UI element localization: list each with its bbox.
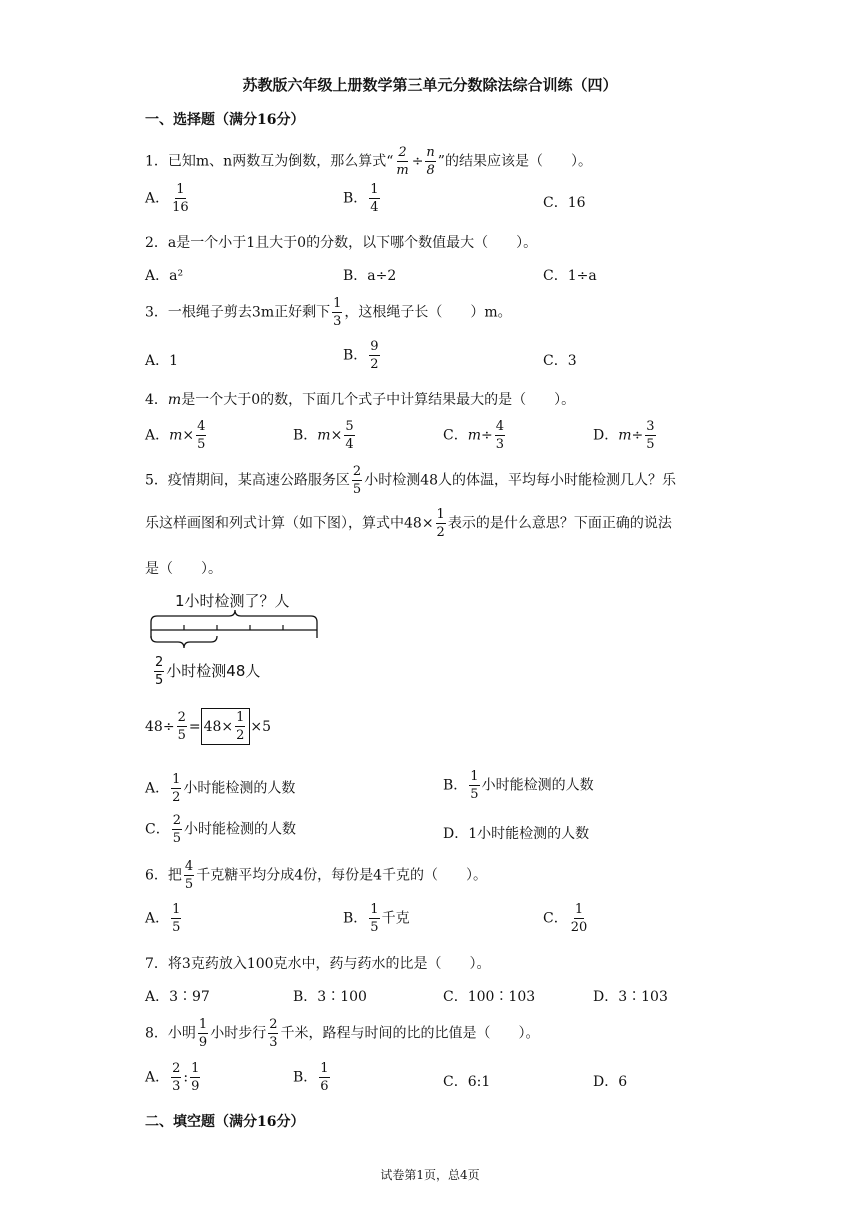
q4-option-c: C．m÷ $\frac{4}{3}$ <box>443 419 505 452</box>
q4-option-d: D．m÷ $\frac{3}{5}$ <box>593 419 655 452</box>
question-1: 1．已知m、n两数互为倒数，那么算式“ $\frac{2}{m}$ ÷ $\frac{n}{8}$ ”的结果应该是（ ）。 <box>145 145 592 178</box>
diagram-bottom-label: $\frac{2}{5}$ 小时检测48人 <box>155 655 261 688</box>
segment-diagram <box>145 608 325 658</box>
q6-option-c: C． $\frac{1}{20}$ <box>543 902 588 935</box>
boxed-expression: 48× $\frac{1}{2}$ <box>201 708 251 745</box>
q8-option-c: C．6:1 <box>443 1074 491 1090</box>
q1-option-a: A． $\frac{1}{16}$ <box>145 182 189 215</box>
q5-option-d: D．1小时能检测的人数 <box>443 826 590 842</box>
question-6: 6．把 $\frac{4}{5}$ 千克糖平均分成4份，每份是4千克的（ ）。 <box>145 859 488 892</box>
page-footer: 试卷第1页，总4页 <box>380 1168 480 1182</box>
q3-option-c: C．3 <box>543 353 577 369</box>
q5-option-b: B． $\frac{1}{5}$ 小时能检测的人数 <box>443 769 594 802</box>
question-5-line-2: 乐这样画图和列式计算（如下图），算式中48× $\frac{1}{2}$ 表示的是什么意思？下面正确的说法 <box>145 507 672 540</box>
q3-option-a: A．1 <box>145 353 179 369</box>
question-2: 2．a是一个小于1且大于0的分数，以下哪个数值最大（ ）。 <box>145 235 538 251</box>
q2-option-a: A．a² <box>145 268 184 284</box>
q2-option-b: B．a÷2 <box>343 268 397 284</box>
question-3: 3．一根绳子剪去3m正好剩下 $\frac{1}{3}$ ，这根绳子长（ ）m。 <box>145 296 512 329</box>
diagram-top-label: 1小时检测了？人 <box>175 592 290 610</box>
q5-option-a: A． $\frac{1}{2}$ 小时能检测的人数 <box>145 772 296 805</box>
q4-option-b: B．m× $\frac{5}{4}$ <box>293 419 354 452</box>
question-5-line-1: 5．疫情期间，某高速公路服务区 $\frac{2}{5}$ 小时检测48人的体温，平均每小时能检测几人？乐 <box>145 464 677 497</box>
question-5-line-3: 是（ ）。 <box>145 561 222 577</box>
q8-option-d: D．6 <box>593 1074 628 1090</box>
q4-option-a: A．m× $\frac{4}{5}$ <box>145 419 206 452</box>
q8-option-a: A． $\frac{2}{3}$ : $\frac{1}{9}$ <box>145 1061 200 1094</box>
q5-equation: 48 ÷ $\frac{2}{5}$ = 48× $\frac{1}{2}$ ×5 <box>145 710 272 743</box>
q3-option-b: B． $\frac{9}{2}$ <box>343 339 379 372</box>
q1-option-c: C．16 <box>543 195 586 211</box>
q7-option-b: B．3∶100 <box>293 989 367 1005</box>
q6-option-b: B． $\frac{1}{5}$ 千克 <box>343 902 410 935</box>
q7-option-d: D．3∶103 <box>593 989 668 1005</box>
question-7: 7．将3克药放入100克水中，药与药水的比是（ ）。 <box>145 956 491 972</box>
q8-option-b: B． $\frac{1}{6}$ <box>293 1061 329 1094</box>
question-8: 8．小明 $\frac{1}{9}$ 小时步行 $\frac{2}{3}$ 千米，路程与时间的比的比值是（ ）。 <box>145 1017 540 1050</box>
question-4: 4．m是一个大于0的数，下面几个式子中计算结果最大的是（ ）。 <box>145 392 576 408</box>
page-title: 苏教版六年级上册数学第三单元分数除法综合训练（四） <box>242 76 618 94</box>
q7-option-a: A．3∶97 <box>145 989 210 1005</box>
q6-option-a: A． $\frac{1}{5}$ <box>145 902 181 935</box>
q5-option-c: C． $\frac{2}{5}$ 小时能检测的人数 <box>145 813 296 846</box>
q2-option-c: C．1÷a <box>543 268 597 284</box>
q7-option-c: C．100∶103 <box>443 989 536 1005</box>
q1-option-b: B． $\frac{1}{4}$ <box>343 182 379 215</box>
section-heading-choice: 一、选择题（满分16分） <box>145 112 305 128</box>
section-heading-fill: 二、填空题（满分16分） <box>145 1114 305 1130</box>
